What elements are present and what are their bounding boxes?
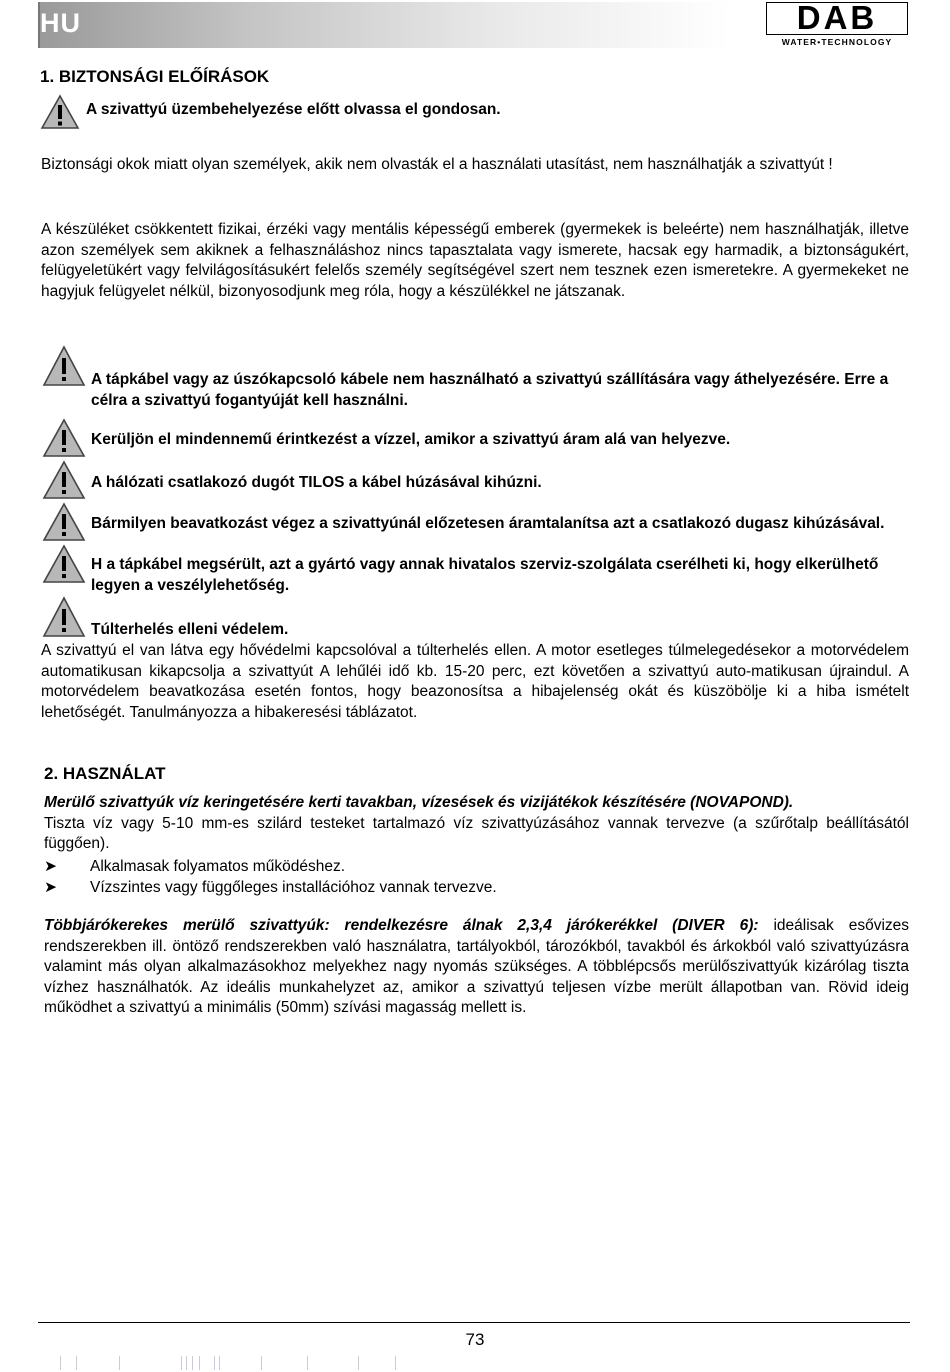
page-number: 73 [465,1330,485,1349]
usage-lead-text: Tiszta víz vagy 5-10 mm-es szilárd testeket tartalmazó víz szivattyúzásához vannak tervezve (a szűrőtalp beállításától függően). [44,814,909,852]
capability-paragraph: A készüléket csökkentett fizikai, érzéki vagy mentális képességű emberek (gyermekek is beleérte) nem használhatják, illetve azon személyek sem akiknek a felhasználáshoz nincs tapasztalata vagy ismerete, hacsak egy harmadik, a biztonságukért, felügyeletükért vagy felvilágosításukért felelős személy segítségével szert nem tesznek ezen ismeretekre. A gyermekeket ne hagyjuk felügyelet nélkül, bizonyosodjunk meg róla, hogy a készülékkel ne játszanak. [41,221,909,300]
list-item-text: Vízszintes vagy függőleges installációhoz vannak tervezve. [90,879,497,896]
warning-plug-pull: A hálózati csatlakozó dugót TILOS a kábel húzásával kihúzni. [91,474,542,491]
warning-cable-transport: A tápkábel vagy az úszókapcsoló kábele nem használható a szivattyú szállítására vagy áthelyezésére. Erre a célra a szivattyú fogantyúját kell használni. [91,371,889,409]
usage-lead-bold: Merülő szivattyúk víz keringetésére kerti tavakban, vízesések és vizijátékok készítésére (NOVAPOND). [44,794,794,811]
bottom-tick-mark [307,1356,308,1370]
arrowhead-bullet-icon: ➤ [44,879,57,896]
warning-triangle-icon [42,544,86,584]
bottom-tick-mark [199,1356,200,1370]
logo-tagline: WATER•TECHNOLOGY [781,37,893,47]
list-item-text: Alkalmasak folyamatos működéshez. [90,858,346,875]
arrowhead-bullet-icon: ➤ [44,858,57,875]
intro-paragraph: Biztonsági okok miatt olyan személyek, akik nem olvasták el a használati utasítást, nem használhatják a szivattyút ! [41,156,833,173]
header-bar [38,2,730,48]
warning-triangle-icon [42,460,86,500]
multistage-paragraph [44,916,909,1019]
overload-paragraph: A szivattyú el van látva egy hővédelmi kapcsolóval a túlterhelés ellen. A motor esetleges túlmelegedésekor a motorvédelem automatikusan kikapcsolja a szivattyút A lehűléi idő kb. 15-20 perc, ezt követően a szivattyú auto-matikusan újraindul. A motorvédelem beavatkozása esetén fontos, hogy beazonosítsa a hibajelenség okát és küszöbölje ki a hiba ismételt lehetőségét. Tanulmányozza a hibakeresési táblázatot. [41,642,909,721]
warning-damaged-cable: H a tápkábel megsérült, azt a gyártó vagy annak hivatalos szerviz-szolgálata cserélheti ki, hogy elkerülhető legyen a veszélylehetőség. [91,556,879,594]
bottom-tick-mark [181,1356,182,1370]
section-heading-usage: 2. HASZNÁLAT [44,764,166,783]
bottom-tick-mark [60,1356,61,1370]
bottom-tick-mark [395,1356,396,1370]
bottom-tick-mark [186,1356,187,1370]
warning-disconnect: Bármilyen beavatkozást végez a szivattyúnál előzetesen áramtalanítsa azt a csatlakozó dugasz kihúzásával. [91,515,885,532]
warning-triangle-icon [40,94,80,130]
warning-triangle-icon [42,502,86,542]
list-item [44,878,497,898]
warning-water-contact: Kerüljön el mindennemű érintkezést a vízzel, amikor a szivattyú áram alá van helyezve. [91,431,731,448]
read-carefully-notice: A szivattyú üzembehelyezése előtt olvassa el gondosan. [86,101,501,118]
bottom-tick-mark [214,1356,215,1370]
bottom-tick-mark [192,1356,193,1370]
bottom-tick-mark [358,1356,359,1370]
bottom-tick-mark [261,1356,262,1370]
bottom-tick-mark [119,1356,120,1370]
warning-triangle-icon [42,345,86,387]
footer-divider [38,1322,910,1323]
brand-logo [766,2,910,49]
warning-overload: Túlterhelés elleni védelem. [91,621,289,638]
multistage-bold: Többjárókerekes merülő szivattyúk: rendelkezésre álnak 2,3,4 járókerékkel (DIVER 6): [44,917,759,934]
list-item [44,857,345,877]
multistage-text: ideálisak esővizes rendszerekben ill. öntöző rendszerekben való használatra, tartályokból, tározókból, tavakból és árkokból való szivattyúzásra valamint más olyan alkalmazásokhoz melyekhez nagy nyomás szükséges. A többlépcsős merülőszivattyúk kizárólag tiszta vízhez használhatók. Az ideális munkahelyzet az, amikor a szivattyú teljesen vízbe merült állapotban van. Rövid ideig működhet a szivattyú a minimális (50mm) szívási magasság mellett is. [44,917,910,1016]
warning-triangle-icon [42,418,86,458]
section-heading-safety: 1. BIZTONSÁGI ELŐÍRÁSOK [40,67,270,86]
bottom-tick-mark [76,1356,77,1370]
warning-triangle-icon [42,596,86,638]
usage-lead-paragraph [44,793,909,855]
language-code: HU [40,8,81,38]
logo-name: DAB [796,0,878,36]
bottom-tick-mark [219,1356,220,1370]
